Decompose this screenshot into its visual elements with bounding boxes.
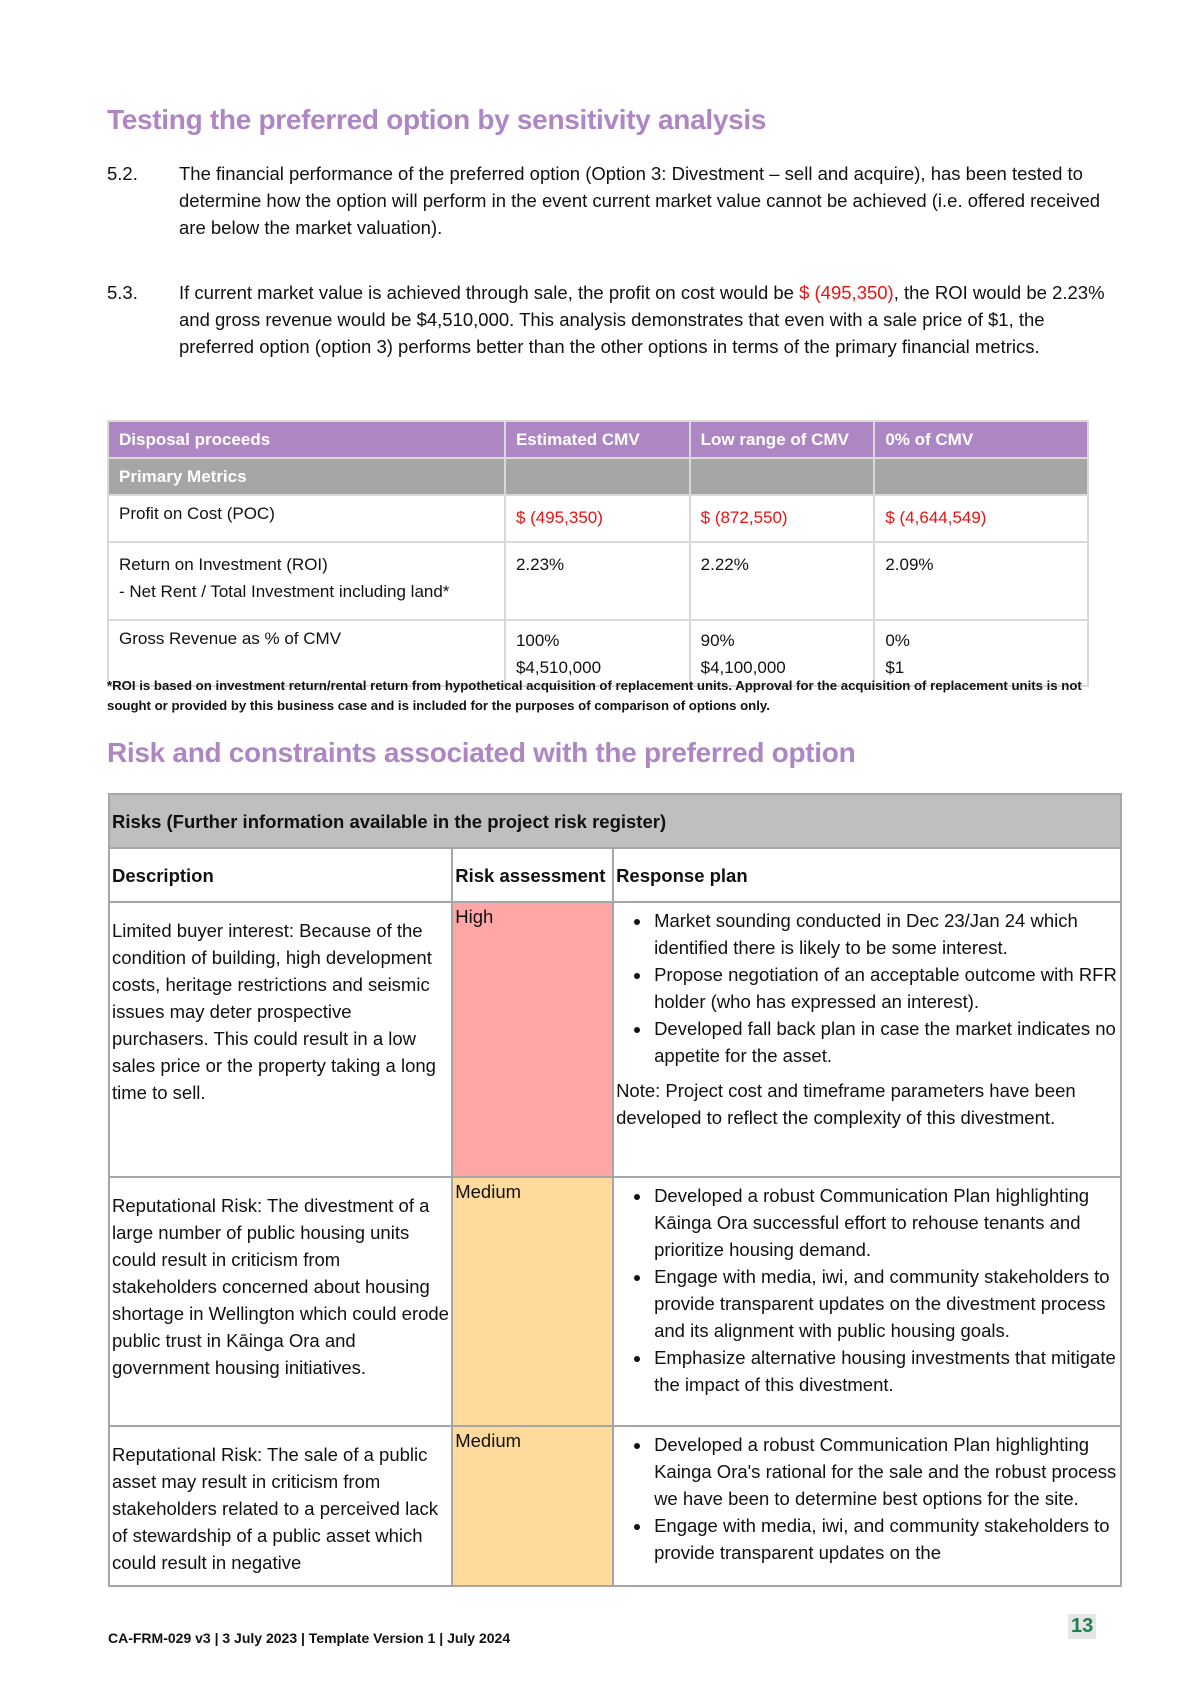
paragraph-5-3 xyxy=(107,279,1107,360)
table-row xyxy=(108,495,1088,542)
response-item: • Market sounding conducted in Dec 23/Jan 24 which identified there is likely to be some interest. xyxy=(652,907,1118,961)
column-header: Estimated CMV xyxy=(505,421,690,458)
text-segment: If current market value is achieved through sale, the profit on cost would be xyxy=(179,282,800,303)
row-label: Gross Revenue as % of CMV xyxy=(108,620,505,686)
risk-row xyxy=(109,902,1121,1177)
risk-table-header-row xyxy=(109,848,1121,902)
table-subheader-row xyxy=(108,458,1088,495)
cell-line: 90% xyxy=(700,631,735,650)
column-header: Risk assessment xyxy=(452,848,613,902)
table-cell: 2.23% xyxy=(505,542,690,620)
column-header: 0% of CMV xyxy=(874,421,1088,458)
risk-table xyxy=(108,793,1122,1587)
page-number: 13 xyxy=(1068,1614,1096,1639)
table-cell: 2.22% xyxy=(690,542,875,620)
response-list xyxy=(616,1431,1118,1566)
table-cell: 2.09% xyxy=(874,542,1088,620)
response-item: • Developed fall back plan in case the market indicates no appetite for the asset. xyxy=(652,1015,1118,1069)
risk-table-title-row xyxy=(109,794,1121,848)
response-list xyxy=(616,907,1118,1069)
section-heading-risk: Risk and constraints associated with the preferred option xyxy=(107,737,856,768)
table-row xyxy=(108,542,1088,620)
column-header: Response plan xyxy=(613,848,1121,902)
risk-description: Limited buyer interest: Because of the condition of building, high development costs, heritage restrictions and seismic issues may deter prospective purchasers. This could result in a low sales price or the property taking a long time to sell. xyxy=(109,902,452,1177)
response-item: • Emphasize alternative housing investments that mitigate the impact of this divestment. xyxy=(652,1344,1118,1398)
risk-row xyxy=(109,1426,1121,1586)
paragraph-text xyxy=(179,279,1107,360)
cell-line: 100% xyxy=(515,631,560,650)
table-cell: $ (4,644,549) xyxy=(874,495,1088,542)
table-header-row xyxy=(108,421,1088,458)
negative-value-highlight: $ (495,350) xyxy=(799,282,894,303)
response-item: • Engage with media, iwi, and community stakeholders to provide transparent updates on the xyxy=(652,1512,1118,1566)
document-footer: CA-FRM-029 v3 | 3 July 2023 | Template Version 1 | July 2024 xyxy=(108,1630,511,1646)
column-header: Disposal proceeds xyxy=(108,421,505,458)
column-header: Description xyxy=(109,848,452,902)
row-label: Profit on Cost (POC) xyxy=(108,495,505,542)
subheader-label: Primary Metrics xyxy=(108,458,505,495)
response-item: • Developed a robust Communication Plan highlighting Kāinga Ora successful effort to rehouse tenants and prioritize housing demand. xyxy=(652,1182,1118,1263)
table-cell: $ (872,550) xyxy=(690,495,875,542)
row-label-main: Return on Investment (ROI) xyxy=(119,555,328,574)
table-footnote: *ROI is based on investment return/rental return from hypothetical acquisition of replacement units. Approval for the acquisition of replacement units is not sought or provided by this business case and is included for the purposes of comparison of options only. xyxy=(107,678,1082,713)
paragraph-text: The financial performance of the preferred option (Option 3: Divestment – sell and acquire), has been tested to determine how the option will perform in the event current market value cannot be achieved (i.e. offered received are below the market valuation). xyxy=(179,163,1101,238)
risk-assessment-high: High xyxy=(452,902,613,1177)
row-label-sub: - Net Rent / Total Investment including land* xyxy=(119,582,450,601)
response-item: • Developed a robust Communication Plan highlighting Kainga Ora's rational for the sale and the robust process we have been to determine best options for the site. xyxy=(652,1431,1118,1512)
risk-description: Reputational Risk: The divestment of a large number of public housing units could result in criticism from stakeholders concerned about housing shortage in Wellington which could erode public trust in Kāinga Ora and government housing initiatives. xyxy=(109,1177,452,1426)
risk-row xyxy=(109,1177,1121,1426)
response-list xyxy=(616,1182,1118,1398)
section-heading-sensitivity: Testing the preferred option by sensitivity analysis xyxy=(107,104,767,135)
paragraph-number: 5.3. xyxy=(107,282,138,303)
cell-line: $4,510,000 xyxy=(515,658,602,677)
cell-line: 0% xyxy=(885,631,910,650)
cell-line: $1 xyxy=(885,658,905,677)
response-plan xyxy=(613,1177,1121,1426)
column-header: Low range of CMV xyxy=(690,421,875,458)
risk-description: Reputational Risk: The sale of a public asset may result in criticism from stakeholders related to a perceived lack of stewardship of a public asset which could result in negative xyxy=(109,1426,452,1586)
response-note: Note: Project cost and timeframe parameters have been developed to reflect the complexity of this divestment. xyxy=(616,1080,1076,1128)
risk-table-title: Risks (Further information available in the project risk register) xyxy=(109,794,1121,848)
table-cell: $ (495,350) xyxy=(505,495,690,542)
response-plan xyxy=(613,1426,1121,1586)
cell-line: $4,100,000 xyxy=(700,658,786,677)
row-label xyxy=(108,542,505,620)
paragraph-5-2 xyxy=(107,160,1107,241)
text-segment: , the ROI would be 2.23% and gross revenue would be $4,510,000. This analysis demonstrates that even with a sale price of $1, the preferred option (option 3) performs better than the other options in terms of the primary financial metrics. xyxy=(179,282,1105,357)
risk-assessment-medium: Medium xyxy=(452,1177,613,1426)
response-item: • Propose negotiation of an acceptable outcome with RFR holder (who has expressed an interest). xyxy=(652,961,1118,1015)
paragraph-number: 5.2. xyxy=(107,163,138,184)
risk-assessment-medium: Medium xyxy=(452,1426,613,1586)
response-plan xyxy=(613,902,1121,1177)
financial-metrics-table xyxy=(107,420,1089,687)
response-item: • Engage with media, iwi, and community stakeholders to provide transparent updates on the divestment process and its alignment with public housing goals. xyxy=(652,1263,1118,1344)
